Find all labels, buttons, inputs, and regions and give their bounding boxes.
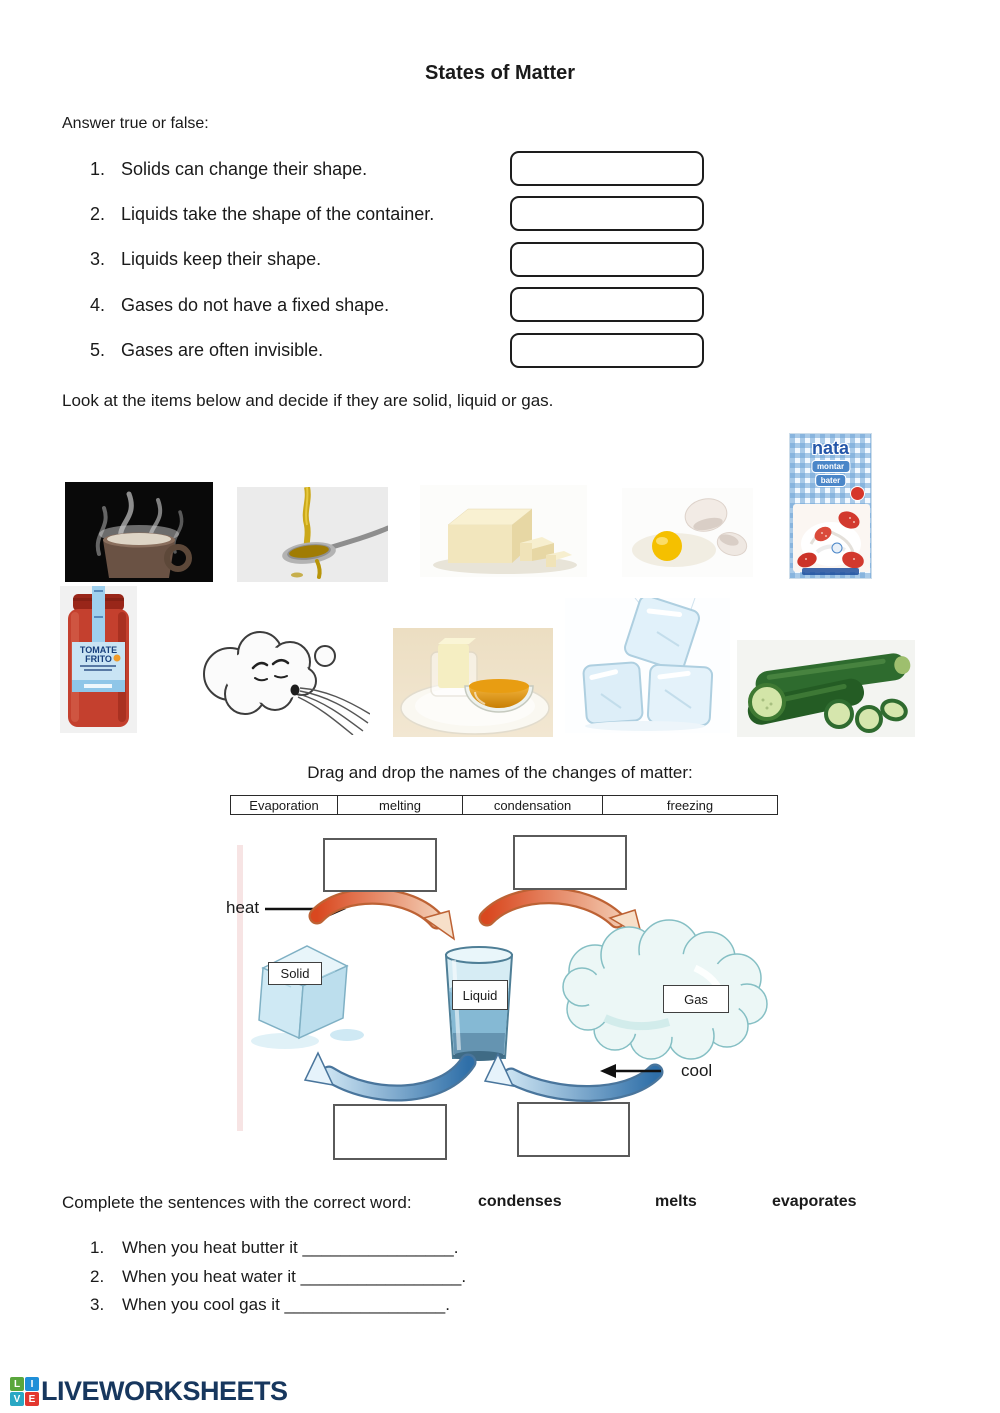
nata-bottom-brand-strip <box>802 568 859 575</box>
sentence-text[interactable]: When you heat butter it ________________. <box>122 1238 459 1257</box>
nata-cream-carton-image <box>789 433 872 579</box>
sentence-number: 3. <box>90 1295 105 1314</box>
tf-answer-box-1[interactable] <box>510 151 704 186</box>
word-bank-evaporation[interactable]: Evaporation <box>231 796 338 814</box>
tf-answer-box-5[interactable] <box>510 333 704 368</box>
butter-block-image <box>420 485 587 577</box>
gas-label: Gas <box>663 985 729 1013</box>
cracked-egg-image <box>622 488 753 577</box>
option-evaporates: evaporates <box>772 1193 857 1210</box>
logo-square-e: E <box>25 1392 39 1406</box>
drag-drop-instruction: Drag and drop the names of the changes of matter: <box>307 763 693 782</box>
nata-cream-picture <box>793 504 870 572</box>
nata-sub-text-1: montar <box>811 460 850 473</box>
wind-blowing-cloud-image <box>175 618 370 735</box>
tf-answer-box-2[interactable] <box>510 196 704 231</box>
logo-square-i: I <box>25 1377 39 1391</box>
page-title: States of Matter <box>424 62 576 84</box>
tomato-label-line2: FRITO <box>85 654 112 664</box>
sentence-text[interactable]: When you heat water it _________________. <box>122 1267 467 1286</box>
logo-square-v: V <box>10 1392 24 1406</box>
word-bank-melting[interactable]: melting <box>338 796 463 814</box>
tf-number: 2. <box>90 204 106 224</box>
sentence-number: 1. <box>90 1238 105 1257</box>
tf-number: 3. <box>90 249 106 269</box>
drop-box-freezing[interactable] <box>333 1104 447 1160</box>
oil-spoon-image <box>237 487 388 582</box>
tf-statement: Solids can change their shape. <box>121 159 368 179</box>
tf-answer-box-3[interactable] <box>510 242 704 277</box>
word-bank-freezing[interactable]: freezing <box>666 797 714 813</box>
sentence-text[interactable]: When you cool gas it _________________. <box>122 1295 450 1314</box>
nata-sub-text-2: bater <box>815 474 847 487</box>
heat-label: heat <box>226 898 260 917</box>
nata-brand-text: nata <box>811 438 849 458</box>
word-bank-condensation[interactable]: condensation <box>463 796 603 814</box>
tomato-label-line1: TOMATE <box>79 645 118 655</box>
ice-cubes-image <box>565 598 730 733</box>
liquid-label: Liquid <box>452 980 508 1010</box>
liveworksheets-logo-text: LIVEWORKSHEETS <box>41 1376 288 1406</box>
cool-label: cool <box>681 1061 713 1080</box>
sentence-number: 2. <box>90 1267 105 1286</box>
zucchini-image <box>737 640 915 737</box>
logo-square-l: L <box>10 1377 24 1391</box>
tomato-label <box>72 646 125 664</box>
tf-statement: Gases do not have a fixed shape. <box>121 295 390 315</box>
tf-number: 5. <box>90 340 106 360</box>
liveworksheets-logo-icon <box>10 1377 39 1406</box>
tf-statement: Liquids take the shape of the container. <box>121 204 435 224</box>
tf-answer-box-4[interactable] <box>510 287 704 322</box>
tf-number: 1. <box>90 159 106 179</box>
drop-box-melting[interactable] <box>323 838 437 892</box>
drop-box-condensation[interactable] <box>517 1102 630 1157</box>
nata-red-badge <box>850 486 865 501</box>
tf-statement: Liquids keep their shape. <box>121 249 322 269</box>
word-bank <box>230 795 778 815</box>
option-melts: melts <box>655 1193 697 1210</box>
states-diagram <box>225 828 790 1166</box>
solid-label: Solid <box>268 962 322 985</box>
melted-butter-bowl-image <box>393 628 553 737</box>
steaming-mug-image <box>65 482 213 582</box>
tf-number: 4. <box>90 295 106 315</box>
true-false-instruction: Answer true or false: <box>62 115 209 132</box>
tomato-sauce-jar-image <box>60 586 137 733</box>
items-instruction: Look at the items below and decide if they are solid, liquid or gas. <box>62 391 554 410</box>
option-condenses: condenses <box>478 1193 562 1210</box>
complete-instruction: Complete the sentences with the correct word: <box>62 1193 412 1212</box>
drop-box-evaporation[interactable] <box>513 835 627 890</box>
tf-statement: Gases are often invisible. <box>121 340 324 360</box>
